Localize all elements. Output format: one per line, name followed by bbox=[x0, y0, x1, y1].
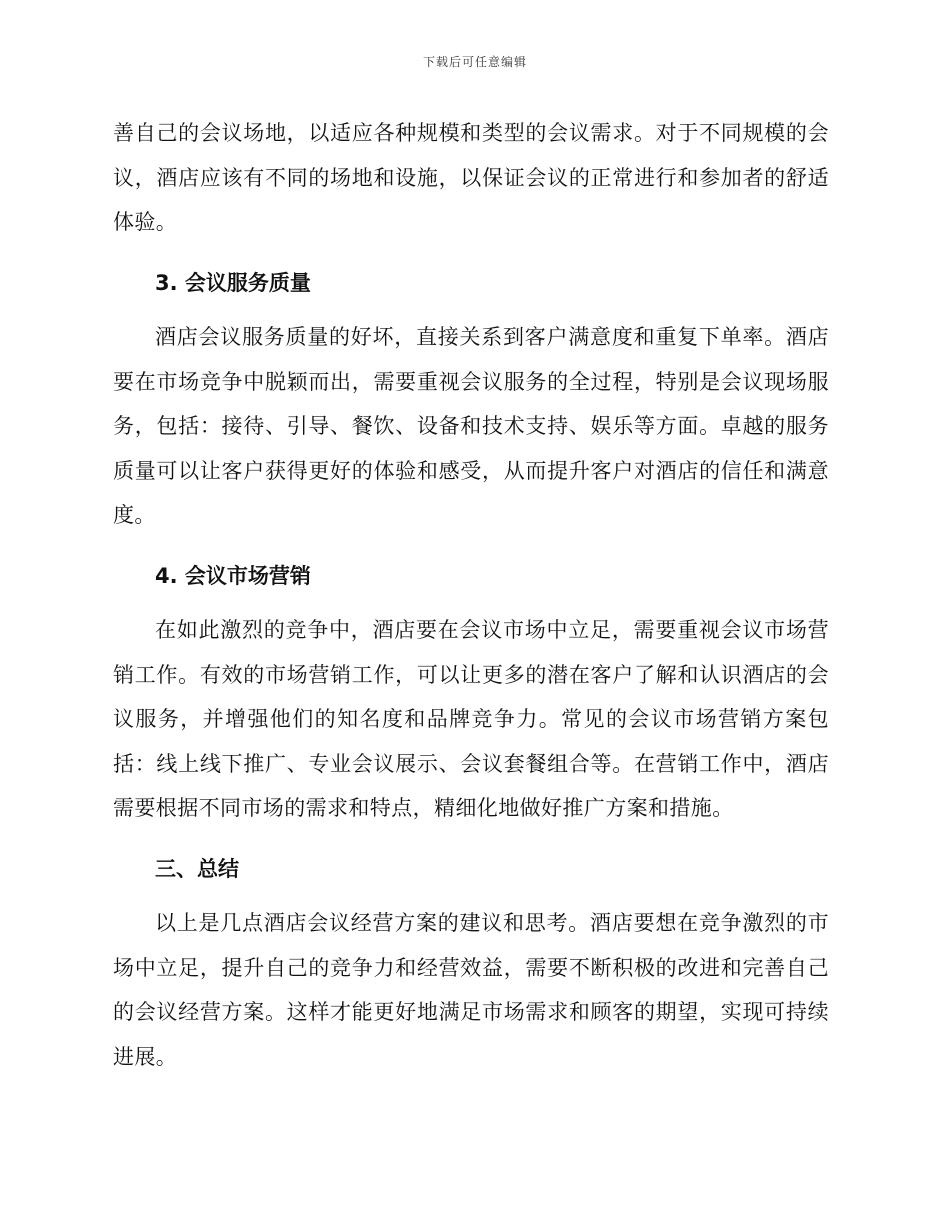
page-header: 下载后可任意编辑 bbox=[422, 55, 527, 69]
paragraph-service-quality: 酒店会议服务质量的好坏，直接关系到客户满意度和重复下单率。酒店要在市场竞争中脱颖而出，需要重视会议服务的全过程，特别是会议现场服务，包括：接待、引导、餐饮、设备和技术支持、娱乐等方面。卓越的服务质量可以让客户获得更好的体验和感受，从而提升客户对酒店的信任和满意度。 bbox=[113, 325, 829, 527]
section-heading-summary: 三、总结 bbox=[155, 856, 239, 881]
paragraph-summary: 以上是几点酒店会议经营方案的建议和思考。酒店要想在竞争激烈的市场中立足，提升自己的竞争力和经营效益，需要不断积极的改进和完善自己的会议经营方案。这样才能更好地满足市场需求和顾客的期望，实现可持续进展。 bbox=[113, 911, 829, 1069]
section-heading-service-quality: 3. 会议服务质量 bbox=[155, 270, 311, 295]
document-body bbox=[113, 111, 829, 1079]
section-heading-marketing: 4. 会议市场营销 bbox=[155, 563, 311, 588]
paragraph-venue-continuation: 善自己的会议场地，以适应各种规模和类型的会议需求。对于不同规模的会议，酒店应该有不同的场地和设施，以保证会议的正常进行和参加者的舒适体验。 bbox=[113, 121, 829, 234]
paragraph-marketing: 在如此激烈的竞争中，酒店要在会议市场中立足，需要重视会议市场营销工作。有效的市场营销工作，可以让更多的潜在客户了解和认识酒店的会议服务，并增强他们的知名度和品牌竞争力。常见的会议市场营销方案包括：线上线下推广、专业会议展示、会议套餐组合等。在营销工作中，酒店需要根据不同市场的需求和特点，精细化地做好推广方案和措施。 bbox=[113, 618, 829, 820]
